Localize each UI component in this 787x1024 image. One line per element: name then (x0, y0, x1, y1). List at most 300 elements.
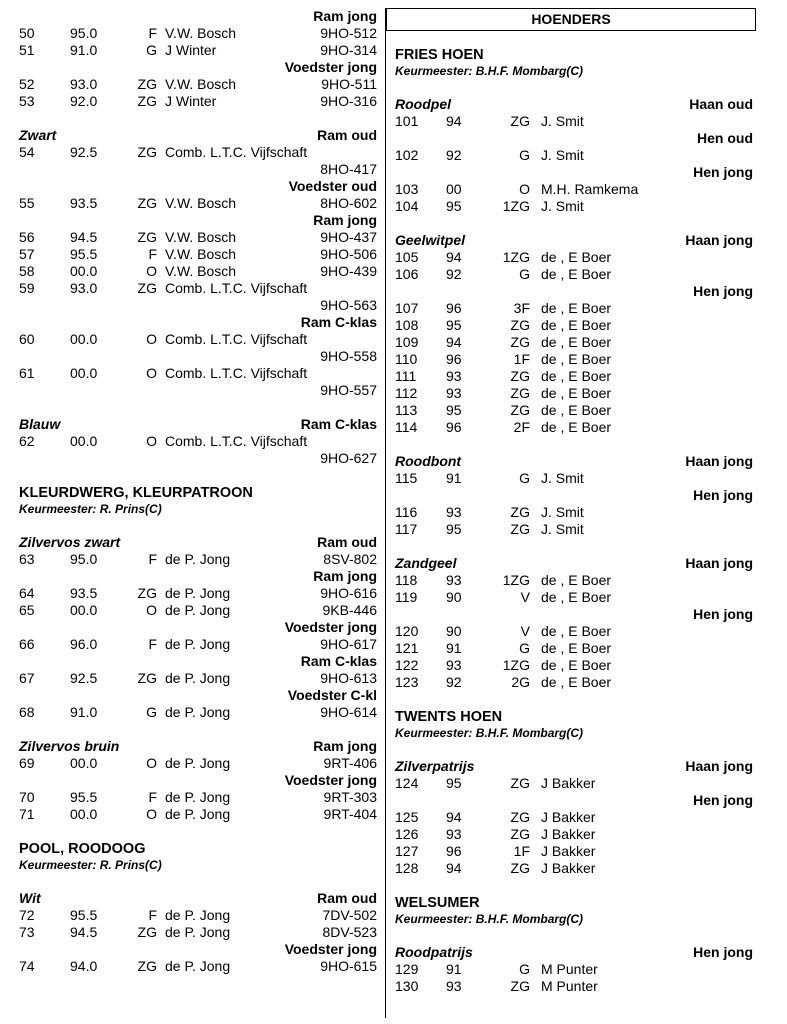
spacer (395, 877, 753, 894)
entry-predicate: ZG (137, 229, 157, 245)
exhibitor-name: V.W. Bosch (165, 229, 237, 245)
ring-continuation-row (19, 297, 377, 314)
entry-row (395, 181, 753, 198)
class-heading: Haan jong (685, 555, 753, 571)
entry-predicate: ZG (510, 775, 530, 791)
entry-number: 71 (19, 806, 35, 822)
entry-row (19, 331, 377, 348)
entry-predicate: O (146, 433, 157, 449)
variety-name: Zilvervos zwart (19, 534, 121, 550)
entry-number: 108 (395, 317, 419, 333)
entry-row (19, 806, 377, 823)
class-heading: Haan jong (685, 453, 753, 469)
entry-predicate: G (519, 266, 530, 282)
entry-points: 00.0 (70, 755, 98, 771)
entry-points: 92 (446, 147, 462, 163)
spacer (395, 538, 753, 555)
variety-name: Roodpel (395, 96, 451, 112)
entry-points: 96 (446, 843, 462, 859)
class-heading: Ram oud (317, 890, 377, 906)
judge-line: Keurmeester: R. Prins(C) (19, 858, 162, 872)
entry-predicate: ZG (137, 76, 157, 92)
entry-points: 93.5 (70, 195, 98, 211)
class-heading: Ram C-klas (300, 314, 377, 330)
entry-predicate: F (148, 789, 157, 805)
exhibitor-name: Comb. L.T.C. Vijfschaft (165, 433, 308, 449)
entry-number: 60 (19, 331, 35, 347)
class-heading: Voedster jong (284, 941, 377, 957)
left-column (19, 8, 377, 975)
section-header-hoenders: HOENDERS (386, 8, 756, 31)
entry-row (395, 113, 753, 130)
entry-row (395, 385, 753, 402)
variety-name: Wit (19, 890, 41, 906)
class-heading: Hen jong (693, 164, 753, 180)
exhibitor-name: de P. Jong (165, 636, 231, 652)
entry-points: 93 (446, 978, 462, 994)
breed-title: POOL, ROODOOG (19, 841, 146, 857)
entry-points: 95.0 (70, 551, 98, 567)
exhibitor-name: de , E Boer (541, 300, 612, 316)
breed-title: WELSUMER (395, 895, 480, 911)
class-heading: Ram jong (313, 738, 377, 754)
entry-row (19, 280, 377, 297)
entry-number: 127 (395, 843, 419, 859)
variety-row (395, 944, 753, 961)
exhibitor-name: J. Smit (541, 198, 584, 214)
entry-number: 128 (395, 860, 419, 876)
entry-row (395, 300, 753, 317)
entry-predicate: F (148, 907, 157, 923)
entry-predicate: ZG (510, 504, 530, 520)
entry-number: 62 (19, 433, 35, 449)
exhibitor-name: M Punter (541, 961, 598, 977)
entry-number: 106 (395, 266, 419, 282)
spacer (19, 517, 377, 534)
exhibitor-name: de , E Boer (541, 249, 612, 265)
breed-title: KLEURDWERG, KLEURPATROON (19, 485, 253, 501)
entry-predicate: ZG (510, 809, 530, 825)
entry-row (395, 334, 753, 351)
spacer (19, 823, 377, 840)
spacer (395, 215, 753, 232)
class-heading: Hen jong (693, 792, 753, 808)
entry-row (395, 521, 753, 538)
entry-number: 55 (19, 195, 35, 211)
exhibitor-name: de P. Jong (165, 924, 231, 940)
exhibitor-name: V.W. Bosch (165, 195, 237, 211)
entry-points: 96.0 (70, 636, 98, 652)
breed-title: TWENTS HOEN (395, 709, 503, 725)
exhibitor-name: de , E Boer (541, 640, 612, 656)
exhibitor-name: de , E Boer (541, 674, 612, 690)
exhibitor-name: de , E Boer (541, 317, 612, 333)
exhibitor-name: de , E Boer (541, 419, 612, 435)
entry-predicate: 2G (511, 674, 530, 690)
spacer (395, 741, 753, 758)
entry-number: 66 (19, 636, 35, 652)
entry-row (19, 958, 377, 975)
entry-points: 91.0 (70, 42, 98, 58)
variety-row (395, 555, 753, 572)
entry-number: 120 (395, 623, 419, 639)
entry-points: 91 (446, 470, 462, 486)
entry-predicate: ZG (137, 195, 157, 211)
entry-number: 50 (19, 25, 35, 41)
entry-number: 119 (395, 589, 418, 605)
entry-row (19, 636, 377, 653)
entry-points: 00.0 (70, 331, 98, 347)
ring-number: 9HO-558 (320, 348, 377, 364)
entry-points: 90 (446, 589, 462, 605)
entry-row (395, 351, 753, 368)
entry-row (19, 551, 377, 568)
spacer (19, 399, 377, 416)
exhibitor-name: J Winter (165, 42, 217, 58)
variety-row (19, 890, 377, 907)
variety-name: Roodpatrijs (395, 944, 473, 960)
exhibitor-name: de P. Jong (165, 806, 231, 822)
ring-continuation-row (19, 348, 377, 365)
entry-row (395, 504, 753, 521)
entry-predicate: G (519, 961, 530, 977)
entry-points: 95.5 (70, 789, 98, 805)
ring-number: 9HO-511 (321, 76, 377, 92)
entry-predicate: ZG (510, 368, 530, 384)
exhibitor-name: V.W. Bosch (165, 263, 237, 279)
class-heading: Ram oud (317, 127, 377, 143)
ring-number: 9HO-627 (320, 450, 377, 466)
ring-number: 9KB-446 (322, 602, 377, 618)
entry-predicate: ZG (137, 93, 157, 109)
exhibitor-name: de , E Boer (541, 623, 612, 639)
entry-predicate: ZG (510, 978, 530, 994)
entry-row (395, 674, 753, 691)
entry-points: 93 (446, 368, 462, 384)
entry-predicate: G (519, 470, 530, 486)
variety-name: Zilvervos bruin (19, 738, 120, 754)
entry-points: 91 (446, 961, 462, 977)
class-heading: Ram C-klas (300, 653, 377, 669)
class-heading: Hen jong (693, 606, 753, 622)
entry-row (395, 266, 753, 283)
exhibitor-name: J Bakker (541, 860, 596, 876)
breed-title: FRIES HOEN (395, 47, 484, 63)
entry-number: 64 (19, 585, 35, 601)
exhibitor-name: de , E Boer (541, 385, 612, 401)
judge-line: Keurmeester: R. Prins(C) (19, 502, 162, 516)
entry-number: 54 (19, 144, 35, 160)
exhibitor-name: J Bakker (541, 826, 596, 842)
class-heading: Voedster C-kl (287, 687, 377, 703)
exhibitor-name: de , E Boer (541, 589, 612, 605)
class-heading: Hen jong (693, 944, 753, 960)
entry-predicate: F (148, 246, 157, 262)
entry-predicate: 1ZG (502, 657, 530, 673)
ring-number: 9HO-506 (320, 246, 377, 262)
entry-row (395, 589, 753, 606)
ring-number: 9HO-563 (320, 297, 377, 313)
exhibitor-name: de P. Jong (165, 755, 231, 771)
entry-predicate: 3F (513, 300, 530, 316)
entry-points: 95 (446, 317, 462, 333)
entry-points: 94.5 (70, 924, 98, 940)
class-heading: Ram oud (317, 534, 377, 550)
entry-points: 96 (446, 419, 462, 435)
entry-points: 91 (446, 640, 462, 656)
entry-number: 52 (19, 76, 35, 92)
entry-row (19, 755, 377, 772)
entry-row (395, 198, 753, 215)
spacer (19, 873, 377, 890)
exhibitor-name: Comb. L.T.C. Vijfschaft (165, 280, 308, 296)
entry-number: 69 (19, 755, 35, 771)
exhibitor-name: M.H. Ramkema (541, 181, 639, 197)
entry-number: 56 (19, 229, 35, 245)
entry-points: 90 (446, 623, 462, 639)
entry-points: 95 (446, 198, 462, 214)
exhibitor-name: M Punter (541, 978, 598, 994)
class-heading: Ram C-klas (300, 416, 377, 432)
entry-predicate: G (146, 704, 157, 720)
class-heading-row (395, 164, 753, 181)
variety-row (395, 96, 753, 113)
exhibitor-name: de P. Jong (165, 551, 231, 567)
entry-row (19, 924, 377, 941)
class-heading: Ram jong (313, 568, 377, 584)
entry-points: 94 (446, 249, 462, 265)
entry-number: 74 (19, 958, 35, 974)
exhibitor-name: V.W. Bosch (165, 25, 237, 41)
entry-points: 94 (446, 809, 462, 825)
entry-predicate: O (146, 602, 157, 618)
entry-number: 53 (19, 93, 35, 109)
entry-row (395, 368, 753, 385)
exhibitor-name: J Bakker (541, 809, 596, 825)
class-heading-row (19, 178, 377, 195)
ring-number: 9RT-406 (323, 755, 377, 771)
entry-number: 110 (395, 351, 418, 367)
entry-number: 107 (395, 300, 419, 316)
entry-number: 51 (19, 42, 35, 58)
exhibitor-name: de P. Jong (165, 789, 231, 805)
entry-predicate: O (146, 755, 157, 771)
entry-points: 95 (446, 521, 462, 537)
entry-number: 122 (395, 657, 419, 673)
exhibitor-name: de , E Boer (541, 572, 612, 588)
ring-number: 8SV-802 (323, 551, 377, 567)
entry-predicate: O (146, 331, 157, 347)
entry-row (19, 789, 377, 806)
class-heading: Hen oud (697, 130, 753, 146)
entry-number: 109 (395, 334, 419, 350)
variety-row (19, 534, 377, 551)
entry-predicate: ZG (137, 924, 157, 940)
exhibitor-name: de , E Boer (541, 266, 612, 282)
class-heading-row (19, 212, 377, 229)
exhibitor-name: de , E Boer (541, 351, 612, 367)
ring-number: 9RT-303 (323, 789, 377, 805)
exhibitor-name: de P. Jong (165, 907, 231, 923)
entry-points: 94 (446, 334, 462, 350)
class-heading-row (19, 8, 377, 25)
entry-row (395, 572, 753, 589)
entry-predicate: ZG (137, 280, 157, 296)
ring-number: 9HO-613 (320, 670, 377, 686)
exhibitor-name: Comb. L.T.C. Vijfschaft (165, 365, 308, 381)
entry-row (19, 42, 377, 59)
entry-row (19, 229, 377, 246)
entry-points: 94.0 (70, 958, 98, 974)
ring-number: 9HO-314 (320, 42, 377, 58)
class-heading-row (19, 687, 377, 704)
ring-continuation-row (19, 382, 377, 399)
entry-predicate: G (519, 640, 530, 656)
entry-row (395, 860, 753, 877)
entry-row (395, 775, 753, 792)
entry-number: 61 (19, 365, 35, 381)
entry-row (395, 147, 753, 164)
variety-row (19, 416, 377, 433)
entry-points: 93 (446, 385, 462, 401)
entry-points: 95 (446, 402, 462, 418)
class-heading: Hen jong (693, 283, 753, 299)
exhibitor-name: J. Smit (541, 521, 584, 537)
entry-predicate: ZG (510, 385, 530, 401)
class-heading: Voedster jong (284, 619, 377, 635)
ring-number: 9HO-615 (320, 958, 377, 974)
class-heading: Ram jong (313, 8, 377, 24)
entry-number: 116 (395, 504, 418, 520)
entry-predicate: 1ZG (502, 249, 530, 265)
entry-number: 129 (395, 961, 419, 977)
class-heading: Hen jong (693, 487, 753, 503)
entry-row (395, 843, 753, 860)
ring-number: 9HO-316 (320, 93, 377, 109)
judge-line: Keurmeester: B.H.F. Mombarg(C) (395, 912, 584, 926)
spacer (395, 927, 753, 944)
exhibitor-name: de , E Boer (541, 402, 612, 418)
entry-row (395, 623, 753, 640)
variety-name: Blauw (19, 416, 61, 432)
ring-number: 8HO-417 (320, 161, 377, 177)
class-heading: Voedster oud (288, 178, 377, 194)
entry-number: 117 (395, 521, 418, 537)
entry-row (19, 93, 377, 110)
ring-number: 9RT-404 (323, 806, 377, 822)
column-divider (385, 8, 386, 1018)
exhibitor-name: J. Smit (541, 113, 584, 129)
entry-number: 73 (19, 924, 35, 940)
entry-predicate: ZG (510, 826, 530, 842)
entry-predicate: ZG (137, 958, 157, 974)
entry-row (19, 907, 377, 924)
entry-points: 00.0 (70, 806, 98, 822)
entry-predicate: O (146, 365, 157, 381)
entry-number: 125 (395, 809, 419, 825)
ring-continuation-row (19, 161, 377, 178)
entry-predicate: ZG (510, 334, 530, 350)
entry-number: 58 (19, 263, 35, 279)
entry-number: 113 (395, 402, 418, 418)
entry-points: 93.0 (70, 280, 98, 296)
right-column (395, 46, 753, 995)
entry-row (395, 640, 753, 657)
entry-row (395, 470, 753, 487)
entry-points: 95.5 (70, 907, 98, 923)
entry-predicate: 2F (513, 419, 530, 435)
entry-predicate: ZG (137, 670, 157, 686)
exhibitor-name: J. Smit (541, 504, 584, 520)
entry-number: 103 (395, 181, 419, 197)
class-heading-row (395, 283, 753, 300)
entry-points: 94.5 (70, 229, 98, 245)
entry-predicate: ZG (510, 317, 530, 333)
entry-predicate: V (520, 623, 530, 639)
class-heading: Haan jong (685, 232, 753, 248)
entry-points: 00.0 (70, 263, 98, 279)
class-heading-row (395, 130, 753, 147)
entry-points: 93.5 (70, 585, 98, 601)
entry-number: 123 (395, 674, 419, 690)
exhibitor-name: de , E Boer (541, 334, 612, 350)
entry-number: 67 (19, 670, 35, 686)
exhibitor-name: de , E Boer (541, 368, 612, 384)
exhibitor-name: J Bakker (541, 843, 596, 859)
entry-number: 104 (395, 198, 419, 214)
class-heading-row (395, 606, 753, 623)
variety-row (395, 453, 753, 470)
entry-number: 65 (19, 602, 35, 618)
class-heading-row (19, 314, 377, 331)
entry-row (19, 670, 377, 687)
entry-number: 59 (19, 280, 35, 296)
entry-number: 70 (19, 789, 35, 805)
entry-points: 00.0 (70, 365, 98, 381)
entry-number: 102 (395, 147, 419, 163)
class-heading-row (19, 568, 377, 585)
class-heading-row (395, 487, 753, 504)
entry-points: 93 (446, 504, 462, 520)
variety-row (19, 738, 377, 755)
exhibitor-name: de P. Jong (165, 670, 231, 686)
entry-predicate: ZG (137, 144, 157, 160)
entry-points: 96 (446, 351, 462, 367)
ring-continuation-row (19, 450, 377, 467)
entry-row (19, 25, 377, 42)
spacer (19, 721, 377, 738)
class-heading-row (19, 653, 377, 670)
ring-number: 9HO-614 (320, 704, 377, 720)
exhibitor-name: J Bakker (541, 775, 596, 791)
entry-points: 94 (446, 113, 462, 129)
ring-number: 9HO-616 (320, 585, 377, 601)
entry-points: 93 (446, 572, 462, 588)
entry-row (395, 317, 753, 334)
ring-number: 9HO-512 (320, 25, 377, 41)
exhibitor-name: de P. Jong (165, 585, 231, 601)
variety-row (19, 127, 377, 144)
entry-predicate: O (146, 806, 157, 822)
entry-number: 126 (395, 826, 419, 842)
entry-row (395, 657, 753, 674)
exhibitor-name: V.W. Bosch (165, 76, 237, 92)
ring-number: 9HO-557 (320, 382, 377, 398)
entry-number: 130 (395, 978, 419, 994)
entry-row (395, 961, 753, 978)
exhibitor-name: de P. Jong (165, 704, 231, 720)
exhibitor-name: J. Smit (541, 470, 584, 486)
